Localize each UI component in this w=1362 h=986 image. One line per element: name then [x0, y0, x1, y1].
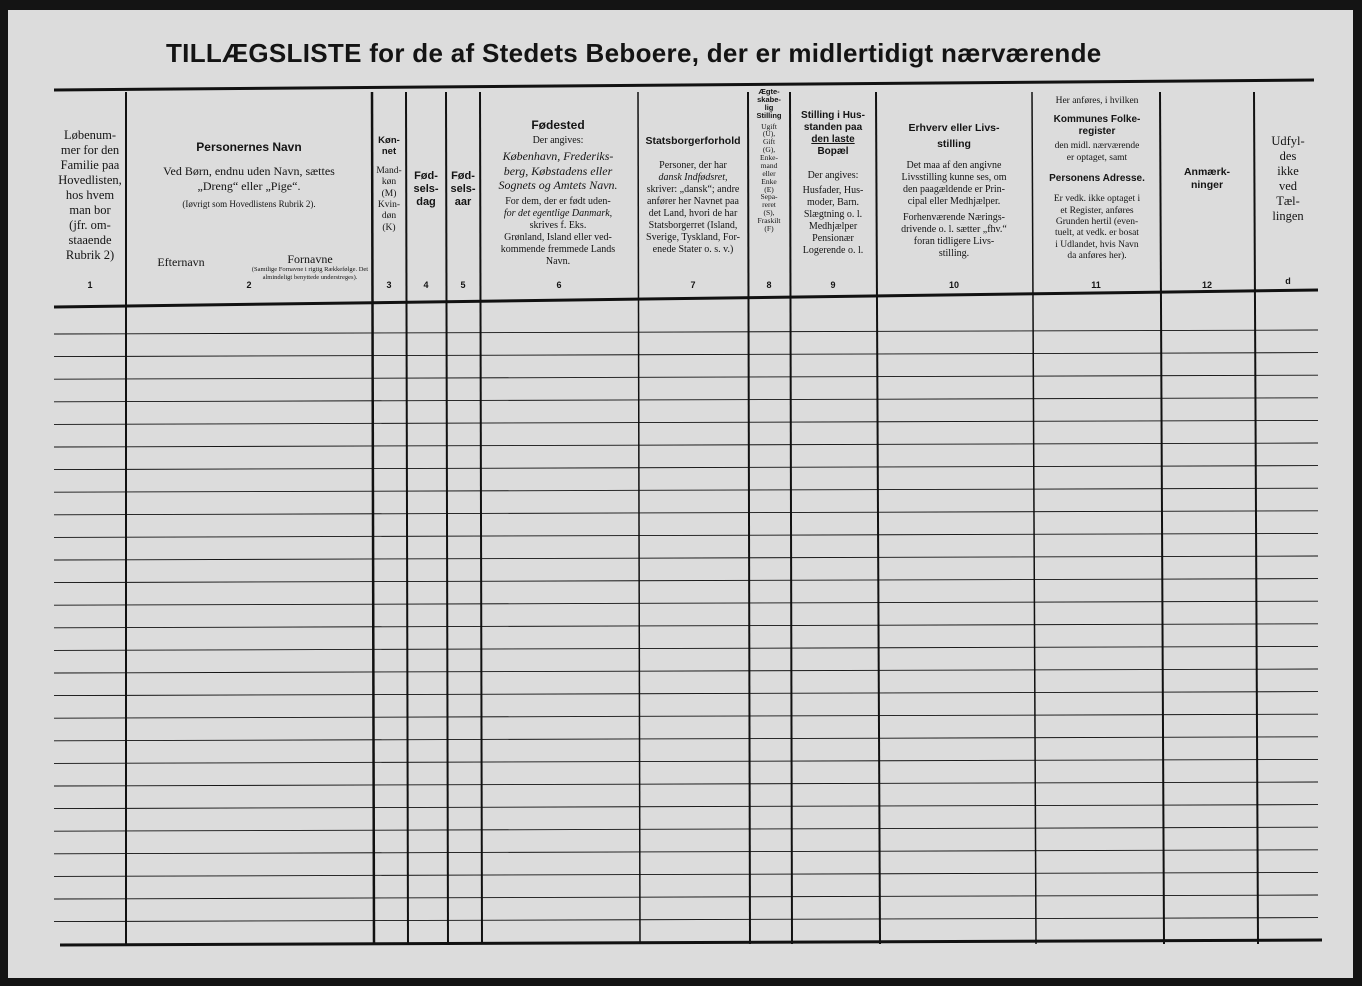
col-number: 1	[87, 280, 93, 290]
col-10-text: Livsstilling kunne ses, om	[901, 172, 1007, 184]
col-8-text: Enke-	[760, 153, 778, 162]
column-separator	[406, 92, 408, 944]
col-11-text: et Register, anføres	[1060, 205, 1134, 216]
col-3-heading: net	[381, 146, 397, 158]
col-12-heading: Anmærk-	[1183, 166, 1231, 178]
col-11-text: Grunden hertil (even-	[1055, 216, 1139, 227]
col-1-line: Løbenum-	[63, 128, 117, 142]
col-7-text: Sverige, Tyskland, For-	[646, 231, 740, 243]
col-9-text: Der angives:	[807, 170, 859, 181]
col-number: 9	[830, 280, 836, 290]
col-6-header	[480, 118, 636, 268]
ruled-row-line	[54, 601, 1318, 605]
col-8-text: Sepa-	[760, 192, 778, 202]
col-8-heading: lig	[764, 102, 774, 112]
ruled-row-line	[54, 488, 1318, 492]
col-2-text: Ved Børn, endnu uden Navn, sættes	[163, 164, 335, 179]
ruled-row-line	[54, 624, 1318, 628]
col-number: 4	[423, 280, 429, 290]
ruled-row-line	[54, 895, 1318, 899]
col-number: 11	[1091, 280, 1101, 290]
col-11-text: Er vedk. ikke optaget i	[1053, 194, 1141, 205]
ruled-row-line	[54, 646, 1318, 650]
col-11-header	[1034, 96, 1160, 263]
col-8-text: mand	[760, 160, 778, 170]
col-3-text: køn	[381, 177, 397, 188]
col-2-note: (Iøvrigt som Hovedlistens Rubrik 2).	[182, 199, 316, 210]
col-d-line: des	[1279, 149, 1297, 163]
header-top-rule	[54, 80, 1314, 90]
col-number: 5	[460, 280, 466, 290]
col-12-header	[1160, 166, 1254, 191]
col-6-text: For dem, der er født uden-	[505, 195, 611, 207]
col-7-header	[638, 135, 748, 256]
col-8-text: Fraskilt	[757, 216, 781, 225]
ruled-row-line	[54, 511, 1318, 515]
col-2-text: „Dreng“ eller „Pige“.	[197, 178, 301, 193]
col-2-efternavn: Efternavn	[157, 255, 205, 269]
col-1-line: mer for den	[60, 143, 120, 157]
col-6-italic: København, Frederiks-	[502, 149, 614, 164]
col-d-line: Udfyl-	[1271, 134, 1305, 148]
col-2-fornavne-note: (Samtlige Fornavne i rigtig Rækkefølge. Det almindeligt benyttede understreges).	[251, 266, 369, 281]
col-10-text: den paagældende er Prin-	[903, 184, 1005, 196]
col-number: 6	[556, 280, 562, 290]
ruled-row-line	[54, 579, 1318, 583]
col-11-pre: Her anføres, i hvilken	[1055, 96, 1139, 106]
col-11-text: tuelt, at vedk. er bosat	[1055, 228, 1139, 239]
col-10-header	[878, 122, 1030, 260]
col-8-text: (E)	[764, 184, 774, 194]
col-d-line: ikke	[1277, 164, 1299, 178]
ruled-row-line	[54, 714, 1318, 718]
col-3-text: (K)	[382, 222, 396, 233]
form-title: TILLÆGSLISTE for de af Stedets Beboere, der er midlertidigt nærværende	[166, 38, 1102, 68]
ruled-row-line	[54, 850, 1318, 854]
ruled-row-line	[54, 805, 1318, 809]
col-2-header	[126, 140, 372, 210]
ruled-row-line	[54, 466, 1318, 470]
col-8-heading: Stilling	[756, 110, 782, 120]
ruled-row-line	[54, 669, 1318, 673]
col-11-heading2: Personens Adresse.	[1049, 173, 1145, 185]
header-bottom-rule	[54, 290, 1318, 307]
col-11-text: den midl. nærværende	[1054, 141, 1140, 152]
col-6-text: Grønland, Island eller ved-	[504, 231, 612, 243]
col-9-text: Logerende o. l.	[802, 245, 864, 256]
col-4-header	[406, 170, 446, 210]
col-7-text: det Land, hvori de har	[648, 207, 738, 219]
col-9-text: Medhjælper	[808, 221, 858, 232]
col-2-heading: Personernes Navn	[196, 140, 302, 154]
col-9-heading: Stilling i Hus-	[801, 110, 865, 121]
col-2-fornavne	[248, 252, 372, 281]
col-7-text: anfører her Navnet paa	[647, 195, 739, 207]
col-number: 8	[766, 280, 772, 290]
col-9-text: moder, Barn.	[806, 197, 860, 208]
column-separator	[1160, 92, 1164, 944]
col-5-header	[446, 170, 480, 210]
col-8-text: (F)	[764, 223, 774, 233]
col-number: 10	[948, 280, 959, 290]
ruled-row-line	[54, 759, 1318, 763]
col-6-text: for det egentlige Danmark,	[503, 207, 613, 219]
census-form-sheet	[8, 10, 1353, 978]
col-5-heading: aar	[454, 196, 472, 209]
col-9-heading: den laste	[811, 134, 855, 145]
col-6-text: Der angives:	[532, 135, 584, 147]
col-number: 7	[690, 280, 696, 290]
form-bottom-rule	[60, 940, 1322, 945]
col-5-heading: Fød-	[451, 170, 475, 182]
col-d-header	[1254, 134, 1322, 224]
col-8-text: eller	[762, 168, 776, 178]
col-9-heading: standen paa	[803, 122, 863, 133]
col-6-italic: Sognets og Amtets Navn.	[498, 178, 618, 193]
col-4-heading: dag	[416, 196, 436, 209]
col-11-text: i Udlandet, hvis Navn	[1055, 239, 1139, 250]
col-number: 3	[386, 280, 392, 290]
col-1-line: Familie paa	[60, 158, 120, 172]
ruled-row-line	[54, 827, 1318, 831]
col-6-heading: Fødested	[531, 118, 585, 132]
col-d-line: ved	[1278, 179, 1298, 193]
column-separator	[446, 92, 448, 944]
col-8-header	[748, 88, 790, 233]
col-11-text: er optaget, samt	[1066, 152, 1128, 163]
col-9-header	[790, 110, 876, 257]
col-9-text: Pensionær	[812, 233, 854, 244]
ruled-row-line	[54, 737, 1318, 741]
ruled-row-line	[54, 420, 1318, 424]
col-10-text: stilling.	[938, 248, 970, 260]
col-10-text: drivende o. l. sætter „fhv.“	[901, 224, 1007, 236]
ruled-row-line	[54, 398, 1318, 402]
col-number: 2	[246, 280, 252, 290]
col-6-text: skrives f. Eks.	[529, 219, 587, 231]
col-number: 12	[1201, 280, 1212, 290]
col-1-line: Hovedlisten,	[58, 173, 122, 187]
col-1-line: hos hvem	[65, 188, 115, 202]
col-7-text: enede Stater o. s. v.)	[652, 243, 734, 255]
col-8-heading: skabe-	[757, 94, 781, 104]
col-1-line: (jfr. om-	[69, 218, 111, 232]
col-9-text: Slægtning o. l.	[803, 209, 863, 220]
col-d-line: lingen	[1272, 209, 1304, 223]
col-7-text: skriver: „dansk“; andre	[646, 183, 740, 195]
col-8-text: (U),	[762, 129, 776, 139]
col-10-text: Forhenværende Nærings-	[903, 212, 1005, 224]
ruled-row-line	[54, 556, 1318, 560]
col-11-heading: register	[1078, 126, 1116, 138]
col-10-text: foran tidligere Livs-	[913, 236, 995, 248]
col-1-header	[54, 128, 126, 263]
col-9-heading: Bopæl	[817, 146, 849, 157]
col-4-heading: sels-	[413, 183, 439, 196]
col-6-italic: berg, Købstadens eller	[503, 163, 613, 178]
col-1-line: Rubrik 2)	[65, 248, 115, 262]
col-7-text: Statsborgerret (Island,	[648, 219, 738, 231]
col-2-fornavne-label: Fornavne	[287, 252, 333, 266]
col-12-heading: ninger	[1190, 178, 1224, 191]
col-6-text: Navn.	[545, 255, 571, 267]
col-9-text: Husfader, Hus-	[802, 185, 864, 196]
col-8-text: Enke	[761, 176, 777, 186]
col-8-text: reret	[762, 200, 776, 210]
col-3-text: Kvin-	[377, 199, 401, 210]
col-8-text: (G),	[762, 145, 776, 155]
ruled-row-line	[54, 872, 1318, 876]
col-8-text: Gift	[762, 137, 776, 147]
ruled-row-line	[54, 353, 1318, 357]
col-8-text: Ugift	[761, 121, 777, 131]
col-7-text: Personer, der har	[659, 159, 727, 171]
ruled-row-line	[54, 918, 1318, 922]
col-7-heading: Statsborgerforhold	[645, 135, 741, 147]
ruled-row-line	[54, 533, 1318, 537]
col-4-heading: Fød-	[414, 170, 438, 182]
col-7-text: dansk Indfødsret,	[658, 171, 728, 183]
ruled-row-line	[54, 782, 1318, 786]
col-10-heading: stilling	[937, 137, 971, 150]
col-3-heading: Køn-	[378, 135, 400, 146]
col-11-text: da anføres her).	[1067, 251, 1127, 262]
col-5-heading: sels-	[450, 183, 476, 196]
col-3-text: døn	[381, 211, 397, 222]
col-10-text: Det maa af den angivne	[906, 160, 1002, 172]
col-6-text: kommende fremmede Lands	[500, 243, 616, 255]
col-8-heading: Ægte-	[758, 88, 780, 96]
ruled-row-line	[54, 692, 1318, 696]
col-8-text: (S),	[763, 208, 775, 218]
col-d-line: Tæl-	[1276, 194, 1300, 208]
col-number: d	[1285, 276, 1291, 286]
col-3-header	[372, 135, 406, 234]
ruled-row-line	[54, 375, 1318, 379]
col-10-text: cipal eller Medhjælper.	[907, 196, 1001, 208]
col-11-heading: Kommunes Folke-	[1053, 114, 1141, 126]
col-3-text: Mand-	[376, 165, 402, 176]
col-3-text: (M)	[381, 188, 397, 199]
col-1-line: man bor	[69, 203, 111, 217]
col-1-line: staaende	[68, 233, 112, 247]
col-10-heading: Erhverv eller Livs-	[908, 122, 1000, 134]
ruled-row-line	[54, 443, 1318, 447]
ruled-row-line	[54, 330, 1318, 334]
